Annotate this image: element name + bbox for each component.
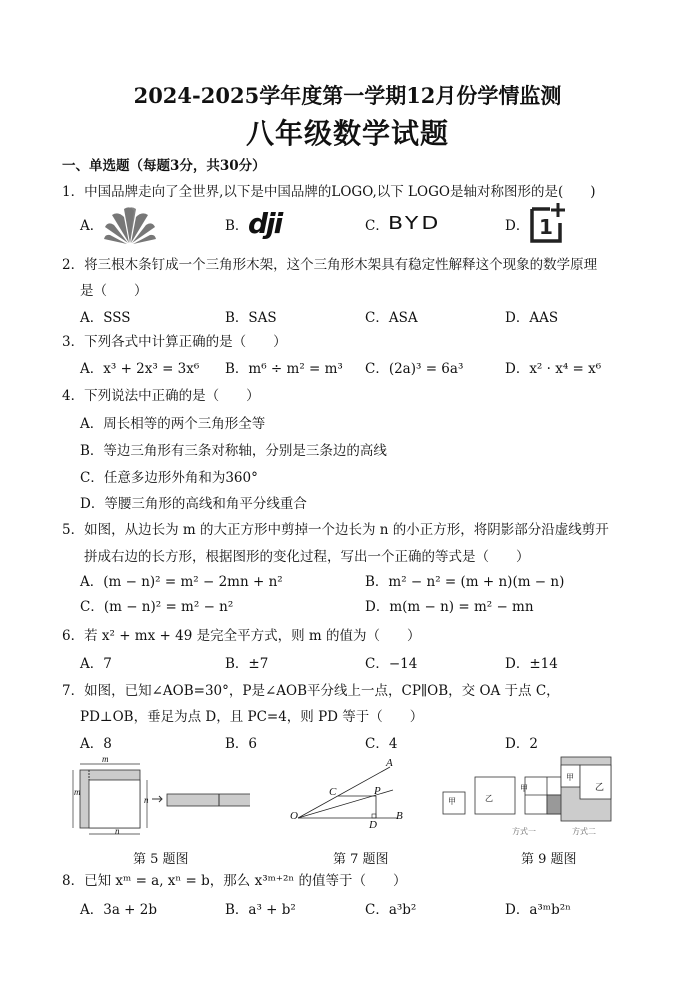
fig9-label-method-2: 方式二	[572, 827, 596, 836]
figure-9-diagram	[440, 755, 620, 825]
q4-option-a: A．周长相等的两个三角形全等	[80, 416, 266, 432]
q2-option-d: D．AAS	[505, 310, 559, 326]
q4-stem: 4．下列说法中正确的是（ ）	[62, 388, 260, 404]
fig7-label-c: C	[329, 786, 337, 798]
fig5-label-n-bottom: n	[115, 826, 120, 836]
q7-stem-cont: PD⊥OB，垂足为点 D，且 PC=4，则 PD 等于（ ）	[80, 709, 424, 725]
q3-option-d: D．x² · x⁴ = x⁶	[505, 361, 602, 377]
fig9-label-method-1: 方式一	[512, 827, 536, 836]
fig5-label-m-left: m	[74, 787, 81, 797]
q1-option-d: D．	[505, 218, 530, 234]
exam-title: 2024-2025学年度第一学期12月份学情监测	[133, 83, 562, 108]
q2-stem-cont: 是（ ）	[80, 283, 148, 299]
q8-option-b: B．a³ + b²	[225, 902, 296, 918]
q6-option-d: D．±14	[505, 656, 558, 672]
q5-option-d: D．m(m − n) = m² − mn	[365, 599, 534, 615]
fig7-label-p: P	[374, 785, 381, 797]
q2-option-b: B．SAS	[225, 310, 277, 326]
q4-option-d: D．等腰三角形的高线和角平分线重合	[80, 496, 307, 512]
q5-option-b: B．m² − n² = (m + n)(m − n)	[365, 574, 565, 590]
q8-stem: 8．已知 xᵐ = a, xⁿ = b，那么 x³ᵐ⁺²ⁿ 的值等于（ ）	[62, 873, 407, 889]
byd-logo-icon: BYD	[388, 213, 442, 234]
oneplus-logo-icon	[530, 203, 566, 243]
fig5-label-m-top: m	[102, 754, 109, 764]
q8-option-a: A．3a + 2b	[80, 902, 158, 918]
fig9-label-jia-1: 甲	[448, 797, 456, 806]
q2-option-c: C．ASA	[365, 310, 418, 326]
q4-option-c: C．任意多边形外角和为360°	[80, 470, 258, 486]
q5-stem-cont: 拼成右边的长方形，根据图形的变化过程，写出一个正确的等式是（ ）	[84, 549, 530, 565]
figure-5-diagram	[70, 758, 250, 838]
fig9-label-jia-3: 甲	[566, 773, 574, 782]
q5-option-c: C．(m − n)² = m² − n²	[80, 599, 234, 615]
q1-stem: 1．中国品牌走向了全世界,以下是中国品牌的LOGO,以下 LOGO是轴对称图形的是( )	[62, 184, 596, 200]
fig7-label-d: D	[369, 819, 377, 831]
q7-option-b: B．6	[225, 736, 258, 752]
q2-stem: 2．将三根木条钉成一个三角形木架，这个三角形木架具有稳定性解释这个现象的数学原理	[62, 257, 598, 273]
huawei-logo-icon	[104, 205, 156, 245]
svg-text:1: 1	[539, 215, 553, 239]
q6-option-c: C．−14	[365, 656, 418, 672]
q7-option-a: A．8	[80, 736, 112, 752]
q7-option-c: C．4	[365, 736, 398, 752]
fig7-label-o: O	[290, 810, 298, 822]
q7-option-d: D．2	[505, 736, 538, 752]
q1-option-a: A．	[80, 218, 104, 234]
figure-7-caption: 第 7 题图	[333, 852, 389, 867]
q1-option-c: C．	[365, 218, 389, 234]
q7-stem: 7．如图，已知∠AOB=30°，P是∠AOB平分线上一点，CP∥OB，交 OA 于点 C，	[62, 683, 560, 699]
q6-option-b: B．±7	[225, 656, 269, 672]
exam-subtitle: 八年级数学试题	[245, 117, 449, 150]
fig9-label-jia-2: 甲	[520, 784, 528, 793]
figure-5-caption: 第 5 题图	[133, 852, 189, 867]
fig7-label-b: B	[396, 810, 403, 822]
q5-option-a: A．(m − n)² = m² − 2mn + n²	[80, 574, 283, 590]
figure-9-caption: 第 9 题图	[521, 852, 577, 867]
q2-option-a: A．SSS	[80, 310, 131, 326]
q6-stem: 6．若 x² + mx + 49 是完全平方式，则 m 的值为（ ）	[62, 628, 421, 644]
q6-option-a: A．7	[80, 656, 112, 672]
q3-option-b: B．m⁶ ÷ m² = m³	[225, 361, 343, 377]
q8-option-c: C．a³b²	[365, 902, 417, 918]
fig9-label-yi-2: 乙	[595, 783, 605, 793]
q4-option-b: B．等边三角形有三条对称轴，分别是三条边的高线	[80, 443, 387, 459]
q3-stem: 3．下列各式中计算正确的是（ ）	[62, 334, 287, 350]
fig7-label-a: A	[386, 757, 393, 769]
fig5-label-n-right: n	[144, 795, 149, 805]
q8-option-d: D．a³ᵐb²ⁿ	[505, 902, 571, 918]
dji-logo-icon: dji	[248, 207, 282, 240]
q3-option-a: A．x³ + 2x³ = 3x⁶	[80, 361, 200, 377]
fig9-label-yi-1: 乙	[485, 794, 493, 803]
q1-option-b: B．	[225, 218, 249, 234]
section-heading: 一、单选题（每题3分，共30分）	[62, 158, 266, 174]
q5-stem: 5．如图，从边长为 m 的大正方形中剪掉一个边长为 n 的小正方形，将阴影部分沿虚线剪开	[62, 522, 609, 538]
q3-option-c: C．(2a)³ = 6a³	[365, 361, 464, 377]
